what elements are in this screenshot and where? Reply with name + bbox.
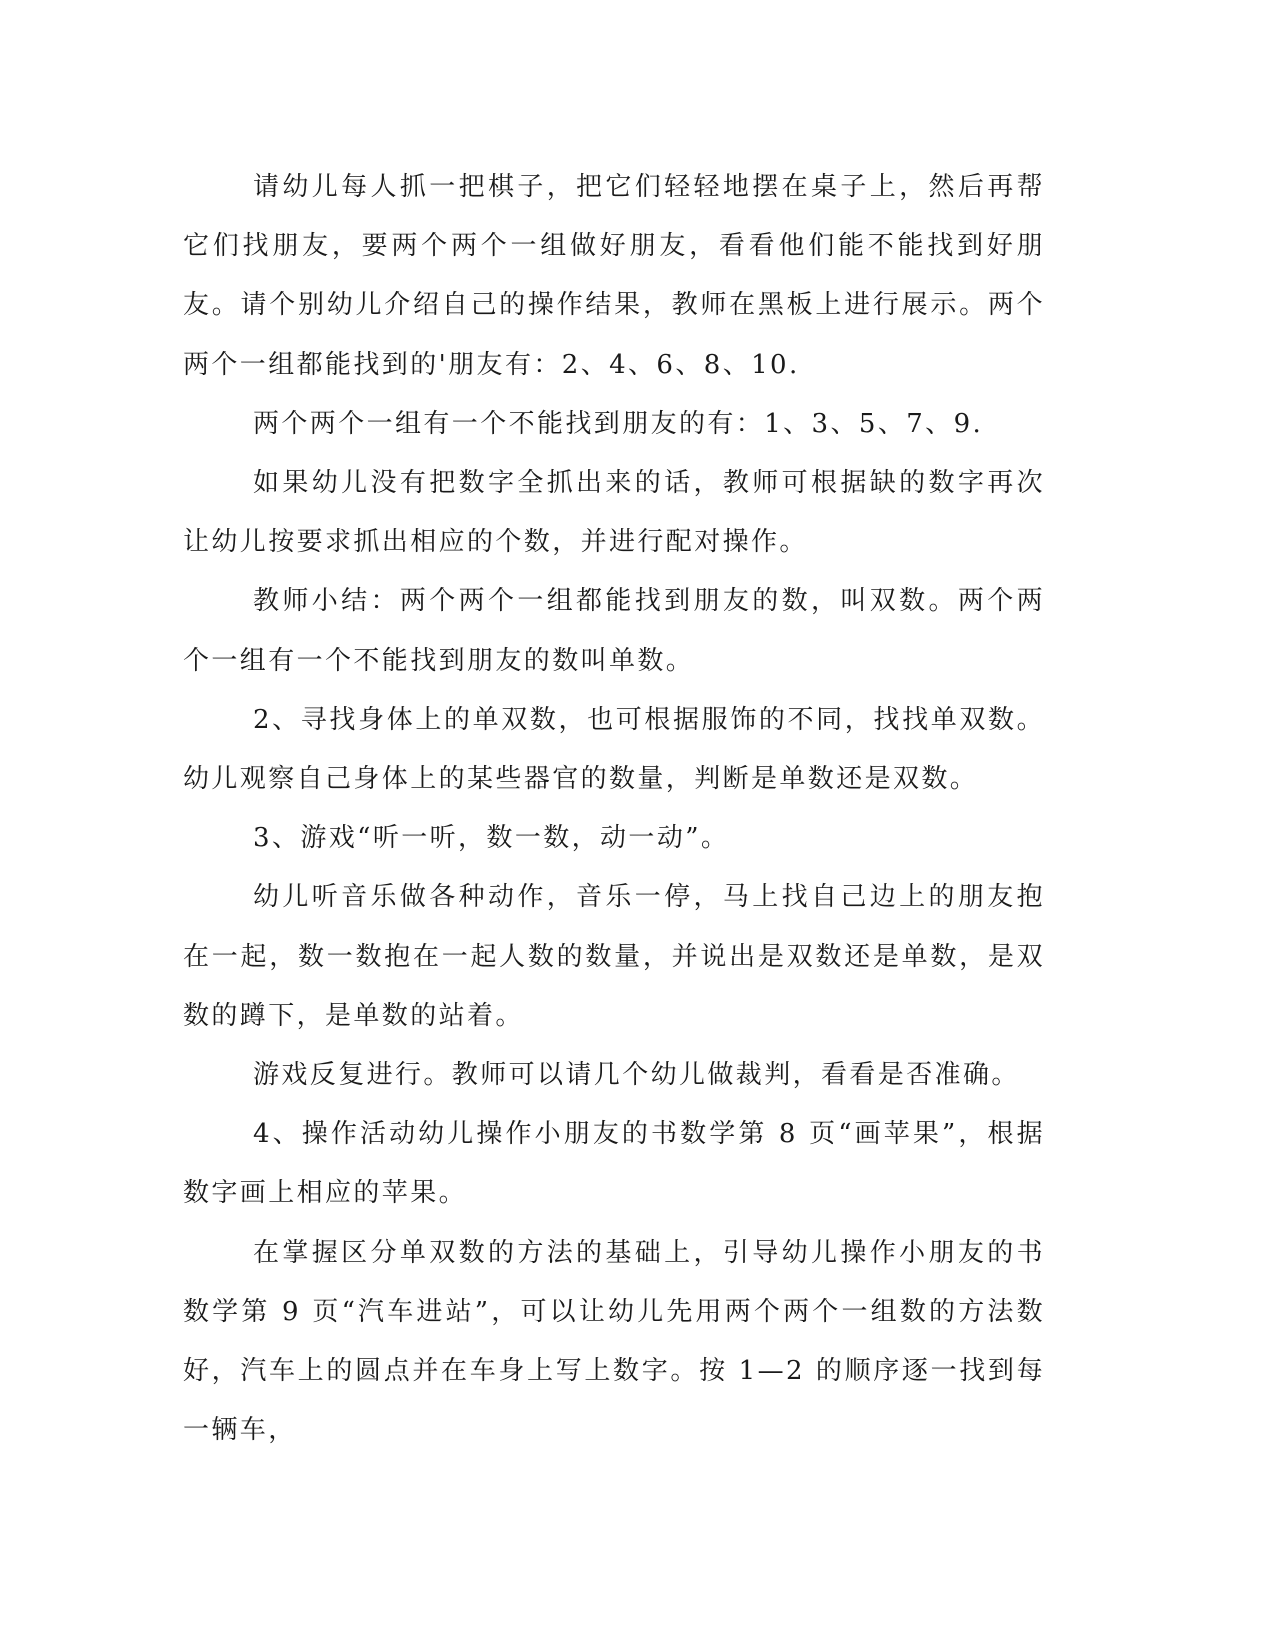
paragraph-8: 游戏反复进行。教师可以请几个幼儿做裁判，看看是否准确。 (253, 1060, 1020, 1091)
paragraph-5: 2、寻找身体上的单双数，也可根据服饰的不同，找找单双数。幼儿观察自己身体上的某些器官的数量，判断是单数还是双数。 (183, 704, 1045, 795)
paragraph-3: 如果幼儿没有把数字全抓出来的话，教师可根据缺的数字再次让幼儿按要求抓出相应的个数，并进行配对操作。 (183, 468, 1045, 558)
document-body (183, 158, 1045, 1460)
paragraph-1: 请幼儿每人抓一把棋子，把它们轻轻地摆在桌子上，然后再帮它们找朋友，要两个两个一组做好朋友，看看他们能不能找到好朋友。请个别幼儿介绍自己的操作结果，教师在黑板上进行展示。两个两个一组都能找到的'朋友有：2、4、6、8、10. (183, 172, 1045, 380)
paragraph-7: 幼儿听音乐做各种动作，音乐一停，马上找自己边上的朋友抱在一起，数一数抱在一起人数的数量，并说出是双数还是单数，是双数的蹲下，是单数的站着。 (183, 882, 1045, 1031)
paragraph-10: 在掌握区分单双数的方法的基础上，引导幼儿操作小朋友的书数学第 9 页“汽车进站”，可以让幼儿先用两个两个一组数的方法数好，汽车上的圆点并在车身上写上数字。按 1—2 的顺序逐一找到每一辆车， (183, 1237, 1045, 1446)
paragraph-9: 4、操作活动幼儿操作小朋友的书数学第 8 页“画苹果”，根据数字画上相应的苹果。 (183, 1119, 1045, 1209)
paragraph-4: 教师小结：两个两个一组都能找到朋友的数，叫双数。两个两个一组有一个不能找到朋友的数叫单数。 (183, 586, 1045, 676)
paragraph-2: 两个两个一组有一个不能找到朋友的有：1、3、5、7、9. (253, 408, 984, 439)
paragraph-6: 3、游戏“听一听，数一数，动一动”。 (253, 823, 730, 854)
